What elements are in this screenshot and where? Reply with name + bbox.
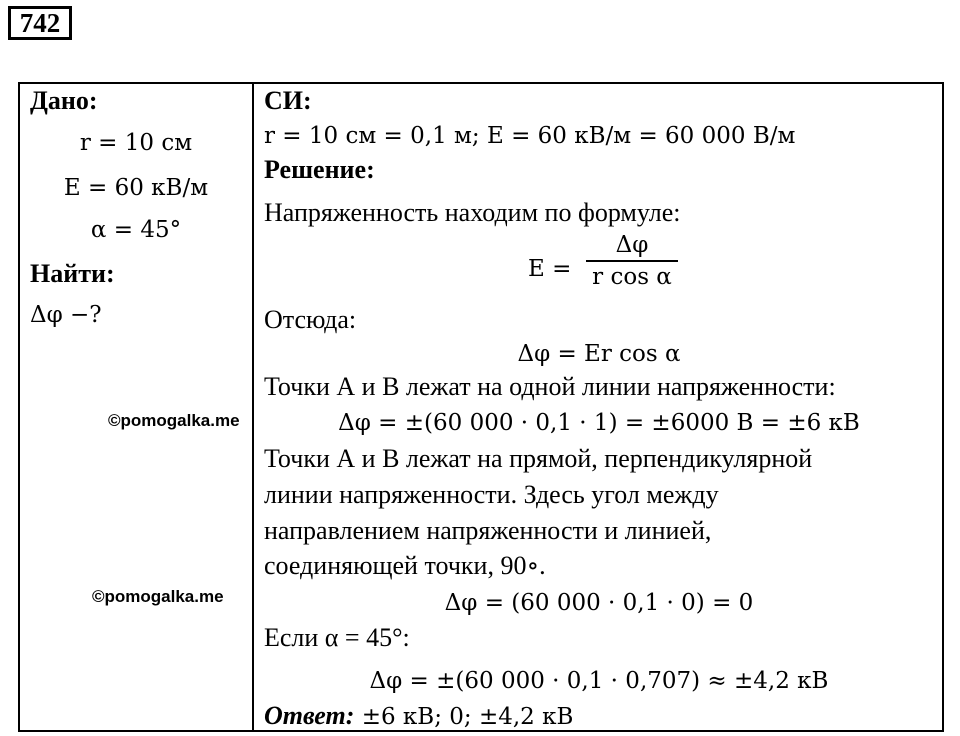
solution-table [18,82,944,732]
case2-line3: направлением напряженности и линией, [264,516,712,545]
case2-line2: линии напряженности. Здесь угол между [264,480,719,509]
answer-line [264,701,573,732]
solution-heading: Решение: [264,155,375,184]
case1-text: Точки А и В лежат на одной линии напряженности: [264,372,836,401]
column-divider [252,84,254,730]
fraction-bar [586,260,678,262]
answer-value: ±6 кВ; 0; ±4,2 кВ [354,704,574,730]
formula-denominator: r cos α [592,264,672,290]
given-line-alpha: α = 45° [90,217,182,243]
si-line: r = 10 см = 0,1 м; E = 60 кВ/м = 60 000 В/м [264,123,796,149]
given-heading: Дано: [30,86,98,115]
calc3: Δφ = ±(60 000 · 0,1 · 0,707) ≈ ±4,2 кВ [369,668,829,694]
case2-line4: соединяющей точки, 90∘. [264,551,546,580]
hence-label: Отсюда: [264,305,357,334]
watermark: ©pomogalka.me [92,587,224,606]
find-value: Δφ −? [30,302,102,328]
given-line-e: E = 60 кВ/м [63,175,209,201]
case2-line1: Точки А и В лежат на прямой, перпендикулярной [264,444,813,473]
si-heading: СИ: [264,86,312,115]
formula2: Δφ = Er cos α [517,341,681,367]
problem-number: 742 [8,6,72,40]
answer-label: Ответ: [264,701,355,730]
calc2: Δφ = (60 000 · 0,1 · 0) = 0 [444,590,754,616]
formula-numerator: Δφ [615,232,649,258]
calc1: Δφ = ±(60 000 · 0,1 · 1) = ±6000 В = ±6 кВ [338,410,860,436]
case3-text: Если α = 45°: [264,623,410,652]
watermark: ©pomogalka.me [108,411,240,430]
formula-fraction [586,232,678,290]
solution-intro: Напряженность находим по формуле: [264,198,681,227]
find-heading: Найти: [30,259,115,288]
formula-lhs: E = [528,256,572,282]
given-line-r: r = 10 см [79,130,193,156]
